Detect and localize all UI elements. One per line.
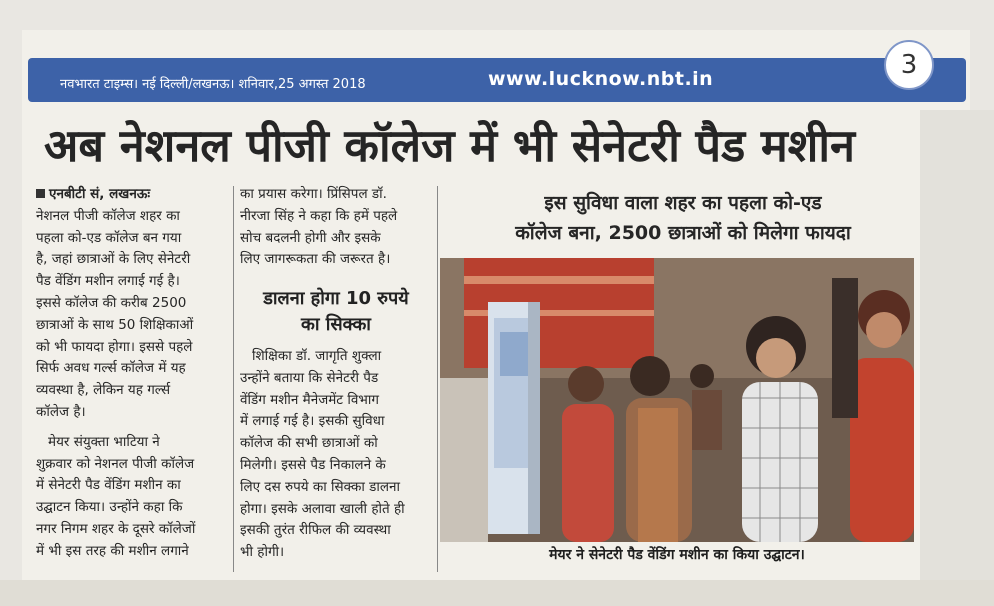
text-line: नेशनल पीजी कॉलेज शहर का — [36, 207, 180, 224]
text-line: होगा। इसके अलावा खाली होते ही — [240, 500, 405, 517]
text-line: है, जहां छात्राओं के लिए सेनेटरी — [36, 251, 191, 268]
photo-caption: मेयर ने सेनेटरी पैड वेंडिंग मशीन का किया उद्घाटन। — [549, 547, 805, 563]
news-photo — [440, 258, 914, 542]
subheading — [240, 286, 432, 338]
text-line: भी होगी। — [240, 544, 285, 561]
article-column-1 — [36, 184, 226, 563]
text-line: लिए जागरूकता की जरूरत है। — [240, 251, 391, 268]
text-line: शुक्रवार को नेशनल पीजी कॉलेज — [36, 455, 195, 472]
text-line: इससे कॉलेज की करीब 2500 — [36, 294, 187, 311]
text-line: नगर निगम शहर के दूसरे कॉलेजों — [36, 520, 196, 537]
deck-line: इस सुविधा वाला शहर का पहला को-एड — [544, 192, 822, 214]
deck-headline — [446, 188, 920, 248]
text-line: में लगाई गई है। इसकी सुविधा — [240, 413, 385, 430]
text-line: कॉलेज है। — [36, 403, 86, 420]
column-rule — [437, 186, 438, 572]
adjacent-page-edge — [920, 110, 994, 600]
text-line: पहला को-एड कॉलेज बन गया — [36, 229, 182, 246]
deck-line: कॉलेज बना, 2500 छात्राओं को मिलेगा फायदा — [515, 222, 851, 244]
text-line: मेयर संयुक्ता भाटिया ने — [48, 433, 160, 450]
bullet-icon — [36, 189, 45, 198]
text-line: शिक्षिका डॉ. जागृति शुक्ला — [252, 348, 382, 364]
headline: अब नेशनल पीजी कॉलेज में भी सेनेटरी पैड मशीन — [44, 119, 855, 172]
website-url: www.lucknow.nbt.in — [488, 68, 714, 90]
text-line: व्यवस्था है, लेकिन यह गर्ल्स — [36, 382, 171, 399]
page-number: 3 — [884, 40, 934, 90]
text-line: उन्होंने बताया कि सेनेटरी पैड — [240, 369, 379, 386]
text-line: नीरजा सिंह ने कहा कि हमें पहले — [240, 207, 398, 224]
article-column-2 — [240, 184, 432, 271]
text-line: मिलेगी। इससे पैड निकालने के — [240, 456, 386, 473]
subheading-line: डालना होगा 10 रुपये — [263, 288, 409, 309]
text-line: सिर्फ अवध गर्ल्स कॉलेज में यह — [36, 360, 186, 377]
text-line: उद्घाटन किया। उन्होंने कहा कि — [36, 499, 183, 516]
text-line: सोच बदलनी होगी और इसके — [240, 229, 381, 246]
subheading-line: का सिक्का — [301, 314, 371, 335]
text-line: में भी इस तरह की मशीन लगाने — [36, 542, 189, 559]
text-line: पैड वेंडिंग मशीन लगाई गई है। — [36, 273, 180, 290]
photo-illustration — [440, 258, 914, 542]
next-article-strip — [0, 580, 994, 606]
text-line: इसकी तुरंत रीफिल की व्यवस्था — [240, 522, 391, 539]
text-line: कॉलेज की सभी छात्राओं को — [240, 435, 378, 452]
text-line: छात्राओं के साथ 50 शिक्षिकाओं — [36, 316, 194, 333]
paper-info: नवभारत टाइम्स। नई दिल्ली/लखनऊ। शनिवार,25 अगस्त 2018 — [60, 77, 366, 92]
text-line: को भी फायदा होगा। इससे पहले — [36, 338, 193, 355]
article-column-2-continued — [240, 346, 432, 564]
text-line: का प्रयास करेगा। प्रिंसिपल डॉ. — [240, 186, 387, 202]
text-line: वेंडिंग मशीन मैनेजमेंट विभाग — [240, 391, 379, 408]
column-rule — [233, 186, 234, 572]
text-line: लिए दस रुपये का सिक्का डालना — [240, 478, 401, 495]
dateline: एनबीटी सं, लखनऊः — [36, 184, 226, 206]
text-line: में सेनेटरी पैड वेंडिंग मशीन का — [36, 477, 181, 494]
